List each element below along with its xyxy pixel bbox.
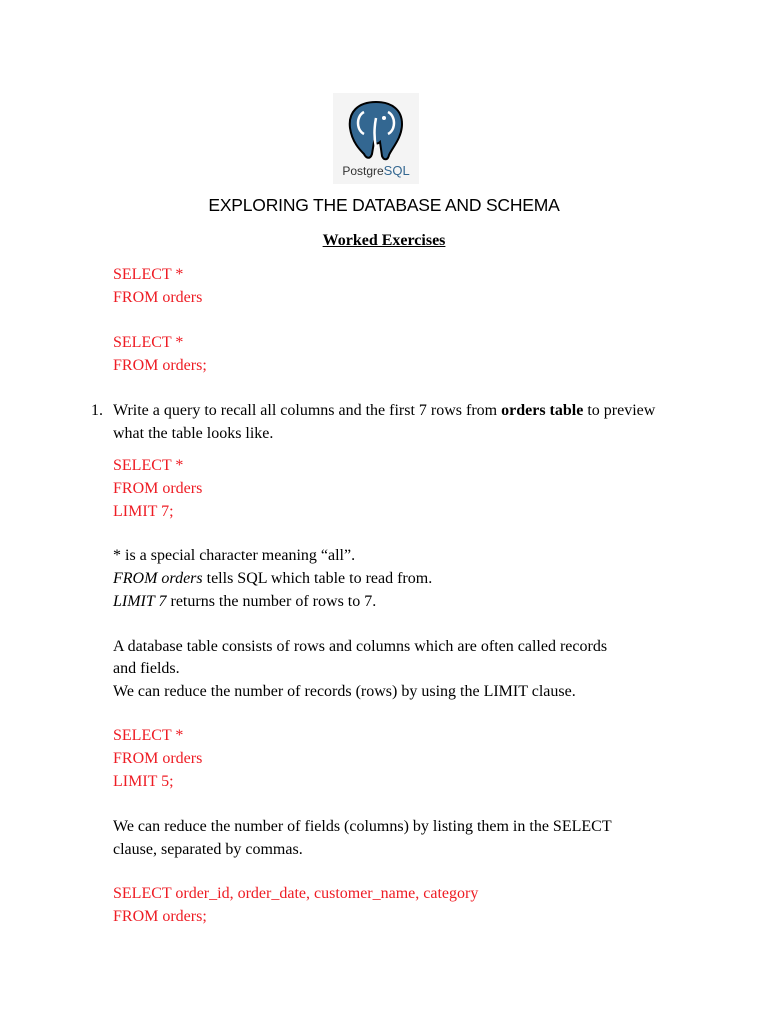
section-subtitle: Worked Exercises: [322, 232, 446, 249]
postgresql-logo: [333, 93, 419, 184]
paragraph: We can reduce the number of records (rows) by using the LIMIT clause.: [113, 683, 576, 700]
note-from: FROM orders tells SQL which table to read from.: [113, 570, 433, 587]
code-line: FROM orders;: [113, 357, 207, 374]
code-line: SELECT *: [113, 334, 184, 351]
code-line: FROM orders: [113, 750, 203, 767]
code-line: FROM orders: [113, 289, 203, 306]
code-line: LIMIT 7;: [113, 503, 174, 520]
paragraph: and fields.: [113, 660, 180, 677]
code-line: SELECT order_id, order_date, customer_name, category: [113, 885, 479, 902]
note-star: * is a special character meaning “all”.: [113, 547, 356, 564]
code-line: FROM orders: [113, 480, 203, 497]
code-line: SELECT *: [113, 727, 184, 744]
code-line: LIMIT 5;: [113, 773, 174, 790]
exercise-text: Write a query to recall all columns and the first 7 rows from orders table to preview what the table looks like.: [113, 402, 656, 442]
page-title: EXPLORING THE DATABASE AND SCHEMA: [208, 195, 560, 215]
elephant-icon: [342, 98, 410, 164]
code-line: SELECT *: [113, 457, 184, 474]
paragraph: clause, separated by commas.: [113, 841, 303, 858]
note-limit: LIMIT 7 returns the number of rows to 7.: [113, 593, 377, 610]
code-line: SELECT *: [113, 266, 184, 283]
logo-wordmark: PostgreSQL: [342, 163, 410, 178]
code-line: FROM orders;: [113, 908, 207, 925]
paragraph: A database table consists of rows and columns which are often called records: [113, 638, 608, 655]
list-number: 1.: [91, 402, 103, 419]
paragraph: We can reduce the number of fields (columns) by listing them in the SELECT: [113, 818, 612, 835]
